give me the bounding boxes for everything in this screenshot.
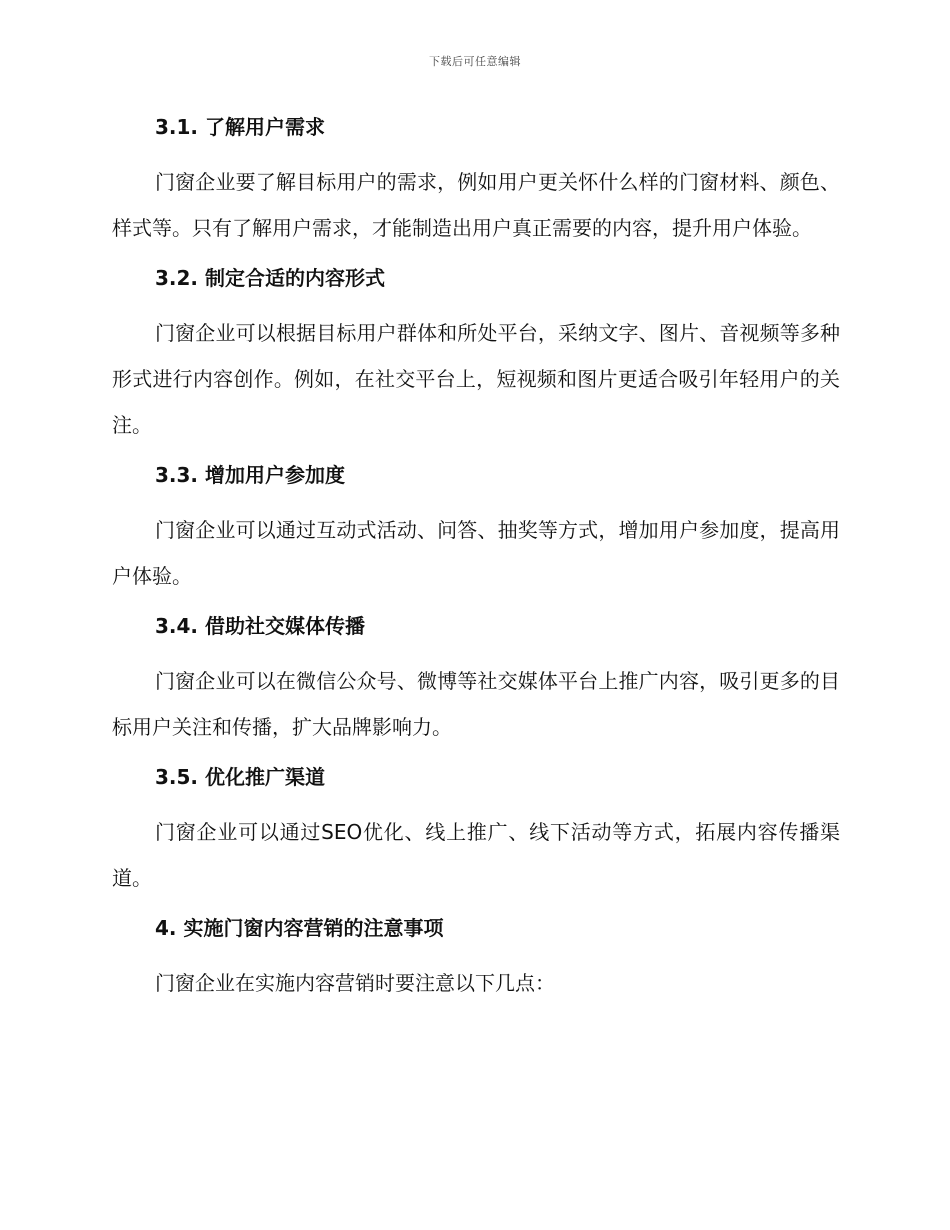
section-paragraph-3-3: 门窗企业可以通过互动式活动、问答、抽奖等方式，增加用户参加度，提高用户体验。	[112, 518, 840, 588]
section-paragraph-4: 门窗企业在实施内容营销时要注意以下几点：	[155, 971, 555, 995]
section-heading-3-4: 3.4. 借助社交媒体传播	[155, 614, 365, 638]
section-heading-3-3: 3.3. 增加用户参加度	[155, 463, 345, 487]
document-body	[112, 112, 840, 1006]
section-heading-4: 4. 实施门窗内容营销的注意事项	[155, 916, 444, 940]
section-paragraph-3-1: 门窗企业要了解目标用户的需求，例如用户更关怀什么样的门窗材料、颜色、样式等。只有了解用户需求，才能制造出用户真正需要的内容，提升用户体验。	[112, 170, 840, 240]
section-heading-3-1: 3.1. 了解用户需求	[155, 115, 325, 139]
section-heading-3-2: 3.2. 制定合适的内容形式	[155, 266, 385, 290]
section-paragraph-3-4: 门窗企业可以在微信公众号、微博等社交媒体平台上推广内容，吸引更多的目标用户关注和传播，扩大品牌影响力。	[112, 669, 840, 739]
section-heading-3-5: 3.5. 优化推广渠道	[155, 765, 325, 789]
page-header: 下载后可任意编辑	[429, 55, 521, 68]
section-paragraph-3-2: 门窗企业可以根据目标用户群体和所处平台，采纳文字、图片、音视频等多种形式进行内容创作。例如，在社交平台上，短视频和图片更适合吸引年轻用户的关注。	[112, 321, 840, 437]
section-paragraph-3-5: 门窗企业可以通过SEO优化、线上推广、线下活动等方式，拓展内容传播渠道。	[112, 820, 840, 890]
